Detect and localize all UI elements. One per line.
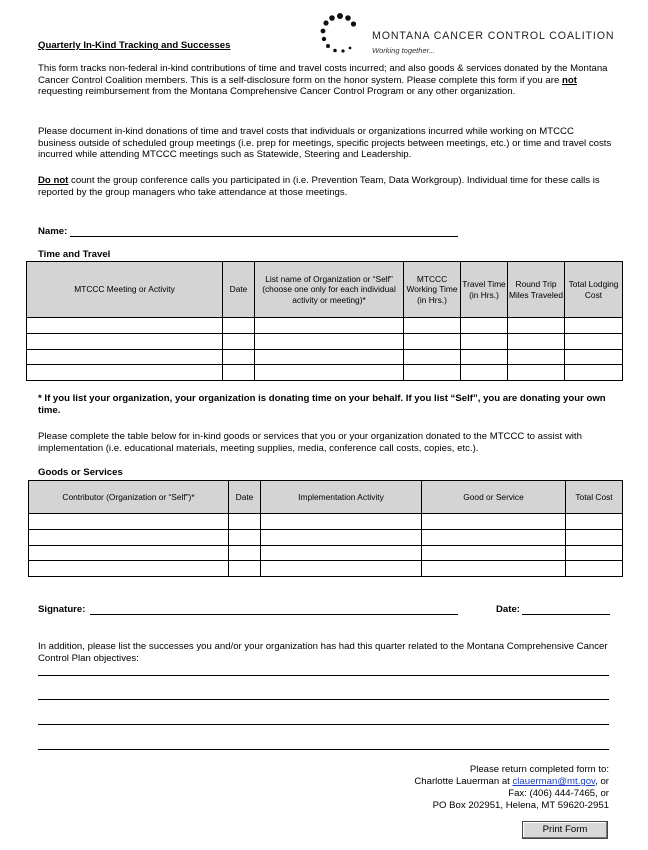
table-row — [27, 365, 623, 381]
successes-line[interactable] — [38, 724, 609, 725]
tagline: Working together... — [372, 46, 436, 55]
table-cell[interactable] — [29, 529, 229, 545]
table-cell[interactable] — [565, 365, 623, 381]
table-cell[interactable] — [565, 318, 623, 334]
successes-line[interactable] — [38, 749, 609, 750]
footnote: * If you list your organization, your organization is donating time on your behalf. If you list “Self”, you are donating your own time. — [38, 393, 606, 416]
column-header: Contributor (Organization or “Self”)* — [29, 481, 229, 514]
table-cell[interactable] — [508, 365, 565, 381]
table-row — [27, 349, 623, 365]
table-cell[interactable] — [229, 514, 261, 530]
table-header-row — [29, 481, 623, 514]
table-cell[interactable] — [461, 365, 508, 381]
column-header: Round Trip Miles Traveled — [508, 262, 565, 318]
table-cell[interactable] — [229, 529, 261, 545]
table-cell[interactable] — [223, 333, 255, 349]
table-cell[interactable] — [27, 318, 223, 334]
column-header: List name of Organization or “Self” (choose one only for each individual activity or meeting)* — [255, 262, 404, 318]
table-cell[interactable] — [404, 349, 461, 365]
column-header: Total Cost — [566, 481, 623, 514]
table-cell[interactable] — [255, 349, 404, 365]
column-header: Implementation Activity — [261, 481, 422, 514]
table-cell[interactable] — [29, 514, 229, 530]
goods-table — [28, 480, 623, 577]
intro-paragraph-2: Please document in-kind donations of time and travel costs that individuals or organizations incurred while working on MTCCC business outside of scheduled group meetings (i.e. prep for meetings, specific projects between meetings, etc.) or time and travel costs incurred while attending MTCCC meetings such as Statewide, Steering and Leadership. — [38, 126, 612, 161]
column-header: Good or Service — [422, 481, 566, 514]
table-cell[interactable] — [223, 365, 255, 381]
time-travel-table — [26, 261, 623, 381]
date-label: Date: — [496, 604, 520, 615]
table-cell[interactable] — [229, 545, 261, 561]
column-header: MTCCC Working Time (in Hrs.) — [404, 262, 461, 318]
goods-intro: Please complete the table below for in-kind goods or services that you or your organization donated to the MTCCC to assist with implementation (i.e. educational materials, meeting supplies, media, conference call costs, copies, etc.). — [38, 431, 582, 454]
table-row — [29, 529, 623, 545]
table-header-row — [27, 262, 623, 318]
intro-paragraph-1: This form tracks non-federal in-kind contributions of time and travel costs incurred; and also goods & services donated by the Montana Cancer Control Coalition members. This is a self-disclosure form on the honor system. Please complete this form if you are not requesting reimbursement from the Montana Comprehensive Cancer Control Program or any other organization. — [38, 63, 608, 98]
table-cell[interactable] — [261, 514, 422, 530]
table-cell[interactable] — [27, 333, 223, 349]
table-cell[interactable] — [223, 349, 255, 365]
table-row — [27, 318, 623, 334]
name-label: Name: — [38, 226, 68, 237]
return-line: PO Box 202951, Helena, MT 59620-2951 — [432, 800, 609, 811]
table-cell[interactable] — [261, 545, 422, 561]
return-line: Please return completed form to: — [469, 764, 609, 775]
table-cell[interactable] — [255, 365, 404, 381]
table-cell[interactable] — [29, 545, 229, 561]
table-cell[interactable] — [29, 561, 229, 577]
print-form-button[interactable]: Print Form — [522, 821, 608, 839]
table-cell[interactable] — [404, 333, 461, 349]
table-cell[interactable] — [508, 318, 565, 334]
successes-prompt: In addition, please list the successes you and/or your organization has had this quarter related to the Montana Comprehensive Cancer Control Plan objectives: — [38, 641, 608, 664]
table-cell[interactable] — [422, 545, 566, 561]
table-cell[interactable] — [566, 514, 623, 530]
signature-line[interactable] — [90, 614, 458, 615]
table-cell[interactable] — [565, 349, 623, 365]
intro-paragraph-3: Do not count the group conference calls you participated in (i.e. Prevention Team, Data Workgroup). Individual time for these calls is reported by the group managers who take attendance at those meetings. — [38, 175, 600, 198]
table-cell[interactable] — [566, 529, 623, 545]
signature-label: Signature: — [38, 604, 86, 615]
form-title: Quarterly In-Kind Tracking and Successes — [38, 40, 231, 51]
table-row — [27, 333, 623, 349]
return-line: Fax: (406) 444-7465, or — [508, 788, 609, 799]
table-cell[interactable] — [422, 514, 566, 530]
table-cell[interactable] — [27, 365, 223, 381]
dotted-circle-logo — [318, 12, 358, 54]
table-row — [29, 514, 623, 530]
table-cell[interactable] — [223, 318, 255, 334]
table-cell[interactable] — [461, 349, 508, 365]
table-cell[interactable] — [229, 561, 261, 577]
column-header: Travel Time (in Hrs.) — [461, 262, 508, 318]
goods-title: Goods or Services — [38, 467, 123, 478]
table-cell[interactable] — [508, 333, 565, 349]
column-header: MTCCC Meeting or Activity — [27, 262, 223, 318]
time-travel-title: Time and Travel — [38, 249, 111, 260]
table-cell[interactable] — [565, 333, 623, 349]
table-cell[interactable] — [508, 349, 565, 365]
table-cell[interactable] — [255, 333, 404, 349]
table-cell[interactable] — [461, 333, 508, 349]
successes-line[interactable] — [38, 675, 609, 676]
table-cell[interactable] — [422, 561, 566, 577]
email-link[interactable]: clauerman@mt.gov — [512, 776, 596, 787]
table-cell[interactable] — [404, 318, 461, 334]
table-cell[interactable] — [404, 365, 461, 381]
table-cell[interactable] — [261, 529, 422, 545]
return-line: Charlotte Lauerman at clauerman@mt.gov, or — [414, 776, 609, 787]
table-cell[interactable] — [255, 318, 404, 334]
table-cell[interactable] — [461, 318, 508, 334]
table-cell[interactable] — [566, 561, 623, 577]
column-header: Total Lodging Cost — [565, 262, 623, 318]
table-cell[interactable] — [566, 545, 623, 561]
table-row — [29, 545, 623, 561]
table-cell[interactable] — [27, 349, 223, 365]
return-info — [414, 764, 609, 812]
org-name: MONTANA CANCER CONTROL COALITION — [372, 30, 615, 42]
table-row — [29, 561, 623, 577]
date-line[interactable] — [522, 614, 610, 615]
column-header: Date — [223, 262, 255, 318]
table-cell[interactable] — [261, 561, 422, 577]
column-header: Date — [229, 481, 261, 514]
name-input-line[interactable] — [70, 236, 458, 237]
successes-line[interactable] — [38, 699, 609, 700]
table-cell[interactable] — [422, 529, 566, 545]
